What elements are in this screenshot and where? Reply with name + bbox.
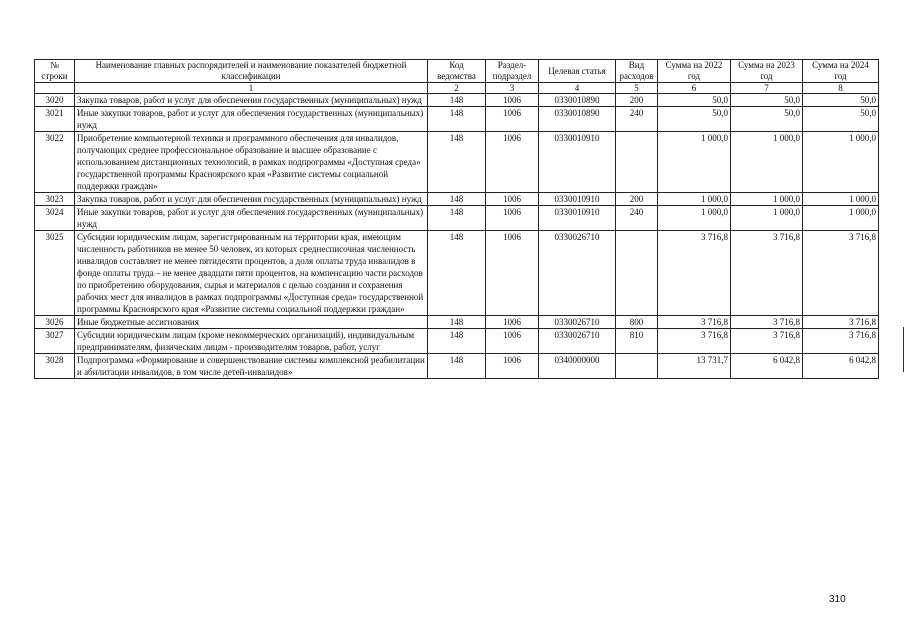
row-number-cell: 3025 — [35, 231, 75, 316]
row-number-cell: 3028 — [35, 354, 75, 379]
section-code-cell: 1006 — [486, 206, 539, 231]
sum-2022-cell: 13 731,7 — [658, 354, 731, 379]
sum-2022-cell: 3 716,8 — [658, 329, 731, 354]
expense-type-cell — [616, 132, 658, 193]
row-name-cell: Иные закупки товаров, работ и услуг для обеспечения государственных (муниципальных) нужд — [75, 206, 428, 231]
index-cell: 3 — [486, 83, 539, 94]
row-number-cell: 3026 — [35, 316, 75, 329]
sum-2024-cell: 3 716,8 — [803, 231, 879, 316]
header-cell: Код ведомства — [428, 60, 486, 83]
row-name-cell: Закупка товаров, работ и услуг для обеспечения государственных (муниципальных) нужд — [75, 94, 428, 107]
section-code-cell: 1006 — [486, 132, 539, 193]
row-name-cell: Иные бюджетные ассигнования — [75, 316, 428, 329]
dept-code-cell: 148 — [428, 206, 486, 231]
dept-code-cell: 148 — [428, 316, 486, 329]
row-number-cell: 3020 — [35, 94, 75, 107]
sum-2024-cell: 50,0 — [803, 107, 879, 132]
section-code-cell: 1006 — [486, 354, 539, 379]
section-code-cell: 1006 — [486, 316, 539, 329]
sum-2024-cell: 3 716,8 — [803, 329, 879, 354]
sum-2023-cell: 50,0 — [731, 107, 803, 132]
target-article-cell: 0340000000 — [539, 354, 616, 379]
header-cell: Целевая статья — [539, 60, 616, 83]
row-name-cell: Подпрограмма «Формирование и совершенствование системы комплексной реабилитации и абилитации инвалидов, в том числе детей-инвалидов» — [75, 354, 428, 379]
target-article-cell: 0330010890 — [539, 94, 616, 107]
table-row — [35, 132, 879, 193]
dept-code-cell: 148 — [428, 329, 486, 354]
sum-2022-cell: 3 716,8 — [658, 231, 731, 316]
index-cell: 1 — [75, 83, 428, 94]
sum-2022-cell: 1 000,0 — [658, 132, 731, 193]
sum-2023-cell: 1 000,0 — [731, 206, 803, 231]
column-index-row — [35, 83, 879, 94]
sum-2023-cell: 3 716,8 — [731, 316, 803, 329]
row-number-cell: 3023 — [35, 193, 75, 206]
table-row — [35, 354, 879, 379]
row-number-cell: 3027 — [35, 329, 75, 354]
header-row — [35, 60, 879, 83]
sum-2023-cell: 3 716,8 — [731, 231, 803, 316]
sum-2023-cell: 1 000,0 — [731, 132, 803, 193]
sum-2022-cell: 50,0 — [658, 94, 731, 107]
section-code-cell: 1006 — [486, 329, 539, 354]
section-code-cell: 1006 — [486, 193, 539, 206]
dept-code-cell: 148 — [428, 231, 486, 316]
section-code-cell: 1006 — [486, 94, 539, 107]
sum-2022-cell: 1 000,0 — [658, 193, 731, 206]
sum-2023-cell: 50,0 — [731, 94, 803, 107]
dept-code-cell: 148 — [428, 193, 486, 206]
page-number: 310 — [829, 594, 846, 605]
table-row — [35, 329, 879, 354]
expense-type-cell: 810 — [616, 329, 658, 354]
sum-2023-cell: 6 042,8 — [731, 354, 803, 379]
row-name-cell: Субсидии юридическим лицам, зарегистрированным на территории края, имеющим численность работников не менее 50 человек, из которых среднесписочная численность инвалидов составляет не менее пятидесяти процентов, а доля оплаты труда инвалидов в фонде оплаты труда – не менее двадцати пяти процентов, на компенсацию части расходов по приобретению оборудования, сырья и материалов с целью создания и сохранения рабочих мест для инвалидов в рамках подпрограммы «Доступная среда» государственной программы Красноярского края «Развитие системы социальной поддержки граждан» — [75, 231, 428, 316]
section-code-cell: 1006 — [486, 231, 539, 316]
expense-type-cell: 200 — [616, 193, 658, 206]
table-row — [35, 206, 879, 231]
expense-type-cell — [616, 231, 658, 316]
expense-type-cell — [616, 354, 658, 379]
sum-2023-cell: 1 000,0 — [731, 193, 803, 206]
table-row — [35, 193, 879, 206]
sum-2022-cell: 50,0 — [658, 107, 731, 132]
sum-2024-cell: 1 000,0 — [803, 206, 879, 231]
index-cell: 7 — [731, 83, 803, 94]
target-article-cell: 0330010890 — [539, 107, 616, 132]
sum-2024-cell: 3 716,8 — [803, 316, 879, 329]
sum-2024-cell: 6 042,8 — [803, 354, 879, 379]
index-cell: 8 — [803, 83, 879, 94]
table-row — [35, 94, 879, 107]
target-article-cell: 0330010910 — [539, 193, 616, 206]
header-cell: № строки — [35, 60, 75, 83]
header-cell: Раздел-подраздел — [486, 60, 539, 83]
header-cell: Сумма на 2022 год — [658, 60, 731, 83]
sum-2022-cell: 1 000,0 — [658, 206, 731, 231]
index-cell — [35, 83, 75, 94]
row-name-cell: Иные закупки товаров, работ и услуг для обеспечения государственных (муниципальных) нужд — [75, 107, 428, 132]
sum-2023-cell: 3 716,8 — [731, 329, 803, 354]
target-article-cell: 0330010910 — [539, 206, 616, 231]
sum-2024-cell: 1 000,0 — [803, 132, 879, 193]
dept-code-cell: 148 — [428, 107, 486, 132]
dept-code-cell: 148 — [428, 354, 486, 379]
margin-mark — [903, 327, 904, 372]
row-name-cell: Субсидии юридическим лицам (кроме некоммерческих организаций), индивидуальным предпринимателям, физическим лицам - производителям товаров, работ, услуг — [75, 329, 428, 354]
index-cell: 6 — [658, 83, 731, 94]
index-cell: 5 — [616, 83, 658, 94]
expense-type-cell: 240 — [616, 206, 658, 231]
row-number-cell: 3024 — [35, 206, 75, 231]
table-body — [35, 94, 879, 379]
index-cell: 2 — [428, 83, 486, 94]
expense-type-cell: 800 — [616, 316, 658, 329]
target-article-cell: 0330026710 — [539, 231, 616, 316]
row-number-cell: 3021 — [35, 107, 75, 132]
budget-table — [34, 59, 879, 379]
target-article-cell: 0330026710 — [539, 329, 616, 354]
table-row — [35, 107, 879, 132]
expense-type-cell: 200 — [616, 94, 658, 107]
sum-2022-cell: 3 716,8 — [658, 316, 731, 329]
table-row — [35, 316, 879, 329]
header-cell: Наименование главных распорядителей и наименование показателей бюджетной классификации — [75, 60, 428, 83]
target-article-cell: 0330026710 — [539, 316, 616, 329]
expense-type-cell: 240 — [616, 107, 658, 132]
row-name-cell: Закупка товаров, работ и услуг для обеспечения государственных (муниципальных) нужд — [75, 193, 428, 206]
header-cell: Вид расходов — [616, 60, 658, 83]
row-number-cell: 3022 — [35, 132, 75, 193]
dept-code-cell: 148 — [428, 94, 486, 107]
target-article-cell: 0330010910 — [539, 132, 616, 193]
sum-2024-cell: 1 000,0 — [803, 193, 879, 206]
section-code-cell: 1006 — [486, 107, 539, 132]
header-cell: Сумма на 2024 год — [803, 60, 879, 83]
row-name-cell: Приобретение компьютерной техники и программного обеспечения для инвалидов, получающих среднее профессиональное образование и высшее образование с использованием дистанционных технологий, в рамках подпрограммы «Доступная среда» государственной программы Красноярского края «Развитие системы социальной поддержки граждан» — [75, 132, 428, 193]
header-cell: Сумма на 2023 год — [731, 60, 803, 83]
sum-2024-cell: 50,0 — [803, 94, 879, 107]
index-cell: 4 — [539, 83, 616, 94]
table-row — [35, 231, 879, 316]
dept-code-cell: 148 — [428, 132, 486, 193]
